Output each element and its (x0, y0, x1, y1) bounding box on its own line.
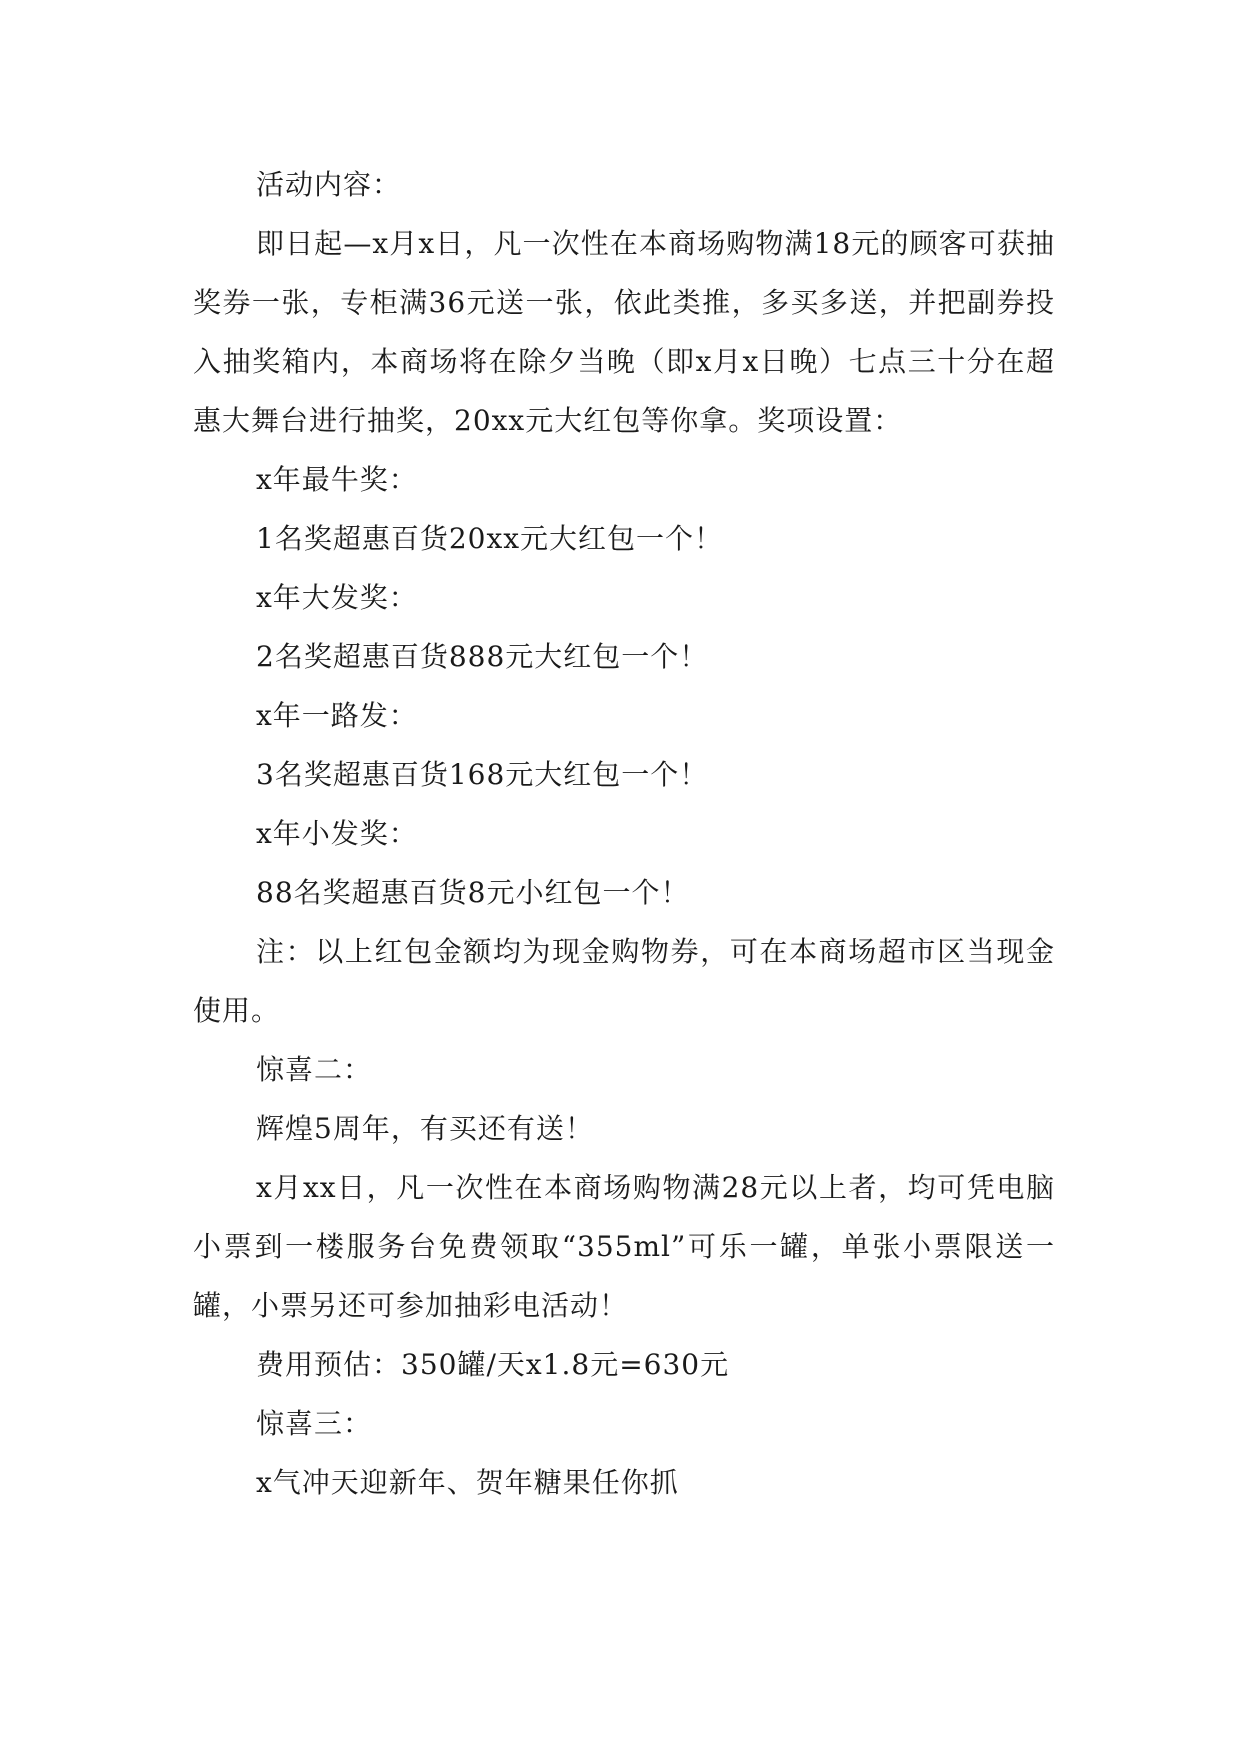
prize-title-2: x年大发奖： (256, 581, 418, 614)
paragraph-lottery-rules: 即日起—x月x日，凡一次性在本商场购物满18元的顾客可获抽奖券一张，专柜满36元送一张，依此类推，多买多送，并把副券投入抽奖箱内，本商场将在除夕当晚（即x月x日晚）七点三十分在超惠大舞台进行抽奖，20xx元大红包等你拿。奖项设置： (193, 227, 1055, 437)
section-heading-activity: 活动内容： (256, 168, 402, 201)
prize-detail-1: 1名奖超惠百货20xx元大红包一个！ (256, 522, 724, 555)
prize-detail-3: 3名奖超惠百货168元大红包一个！ (256, 758, 709, 791)
surprise-2-slogan: 辉煌5周年，有买还有送！ (256, 1112, 594, 1145)
surprise-3-slogan: x气冲天迎新年、贺年糖果任你抓 (256, 1466, 679, 1499)
paragraph-cola-gift: x月xx日，凡一次性在本商场购物满28元以上者，均可凭电脑小票到一楼服务台免费领取“355ml”可乐一罐，单张小票限送一罐，小票另还可参加抽彩电活动！ (193, 1171, 1055, 1322)
prize-detail-2: 2名奖超惠百货888元大红包一个！ (256, 640, 709, 673)
prize-title-4: x年小发奖： (256, 817, 418, 850)
prize-title-3: x年一路发： (256, 699, 418, 732)
cost-estimate: 费用预估：350罐/天x1.8元=630元 (256, 1348, 730, 1381)
section-heading-surprise-3: 惊喜三： (256, 1407, 373, 1440)
section-heading-surprise-2: 惊喜二： (256, 1053, 373, 1086)
prize-detail-4: 88名奖超惠百货8元小红包一个！ (256, 876, 690, 909)
document-body (193, 155, 1055, 1512)
prize-title-1: x年最牛奖： (256, 463, 418, 496)
note-paragraph: 注：以上红包金额均为现金购物券，可在本商场超市区当现金使用。 (193, 935, 1055, 1027)
